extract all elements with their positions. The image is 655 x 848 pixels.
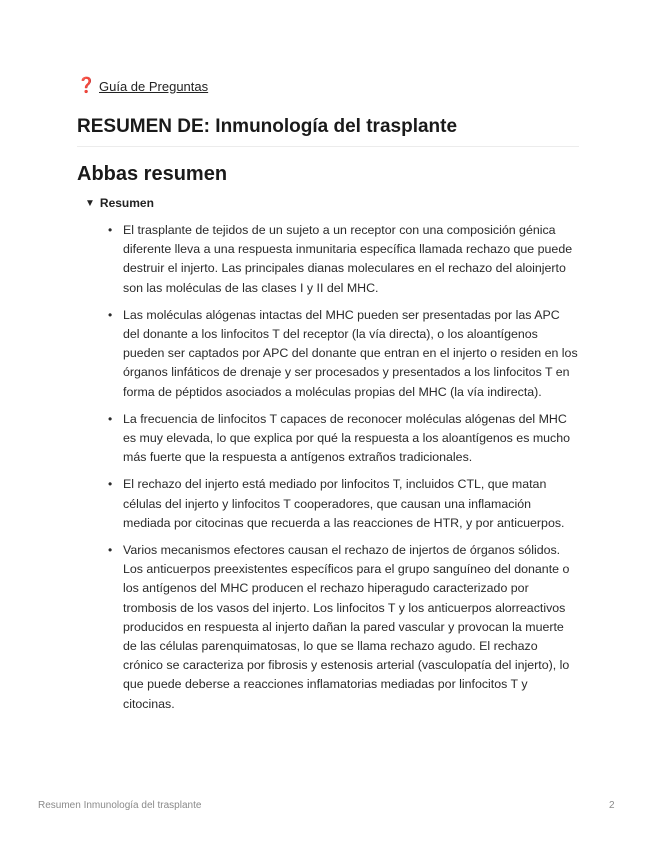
list-item [108, 475, 579, 533]
list-item-text: Las moléculas alógenas intactas del MHC pueden ser presentadas por las APC del donante a los linfocitos T del receptor (la vía directa), o los aloantígenos pueden ser captados por APC del donante que entran en el injerto o residen en los órganos linfáticos de drenaje y ser procesados y presentados a los linfocitos T en forma de péptidos asociados a moléculas propias del MHC (la vía indirecta). [123, 307, 578, 399]
bullet-icon: • [108, 223, 113, 237]
question-mark-icon: ❓ [77, 77, 96, 94]
footer-document-name: Resumen Inmunología del trasplante [38, 800, 202, 811]
bullet-icon: • [108, 411, 113, 426]
list-item-text: Varios mecanismos efectores causan el rechazo de injertos de órganos sólidos. Los anticuerpos preexistentes específicos para el grupo sanguíneo del donante o los antígenos del MHC producen el rechazo hiperagudo caracterizado por trombosis de los vasos del injerto. Los linfocitos T y los anticuerpos alorreactivos producidos en respuesta al injerto dañan la pared vascular y provocan la muerte de las células parenquimatosas, lo que se llama rechazo agudo. El rechazo crónico se caracteriza por fibrosis y estenosis arterial (vasculopatía del injerto), lo que puede deberse a reacciones inflamatorias mediadas por linfocitos T y citocinas. [123, 543, 570, 711]
list-item [108, 306, 579, 402]
bullet-icon: • [108, 477, 113, 492]
list-item-text: El rechazo del injerto está mediado por linfocitos T, incluidos CTL, que matan células del injerto y linfocitos T cooperadores, que causan una inflamación mediada por citocinas que recuerda a las reacciones de HTR, y por anticuerpos. [123, 477, 565, 530]
list-item [108, 410, 579, 468]
questions-guide-link[interactable] [77, 78, 208, 94]
document-title: RESUMEN DE: Inmunología del trasplante [77, 116, 579, 147]
summary-content [108, 221, 579, 722]
section-title: Abbas resumen [77, 163, 228, 185]
bullet-icon: • [108, 543, 113, 558]
questions-guide-label[interactable]: Guía de Preguntas [99, 78, 209, 94]
list-item [108, 221, 579, 298]
list-item-text: La frecuencia de linfocitos T capaces de reconocer moléculas alógenas del MHC es muy elevada, lo que explica por qué la respuesta a los aloantígenos es mucho más fuerte que la respuesta a antígenos extraños tradicionales. [123, 411, 571, 465]
summary-bullet-list [108, 221, 579, 714]
bullet-icon: • [108, 307, 113, 322]
list-item [108, 541, 579, 714]
summary-toggle[interactable] [85, 196, 154, 210]
summary-toggle-label: Resumen [99, 196, 154, 210]
footer-page-number: 2 [609, 800, 615, 811]
triangle-down-icon: ▼ [85, 197, 95, 209]
list-item-text: El trasplante de tejidos de un sujeto a un receptor con una composición génica diferente lleva a una respuesta inmunitaria específica llamada rechazo que puede destruir el injerto. Las principales dianas moleculares en el rechazo del aloinjerto son las moléculas de las clases I y II del MHC. [123, 223, 573, 295]
